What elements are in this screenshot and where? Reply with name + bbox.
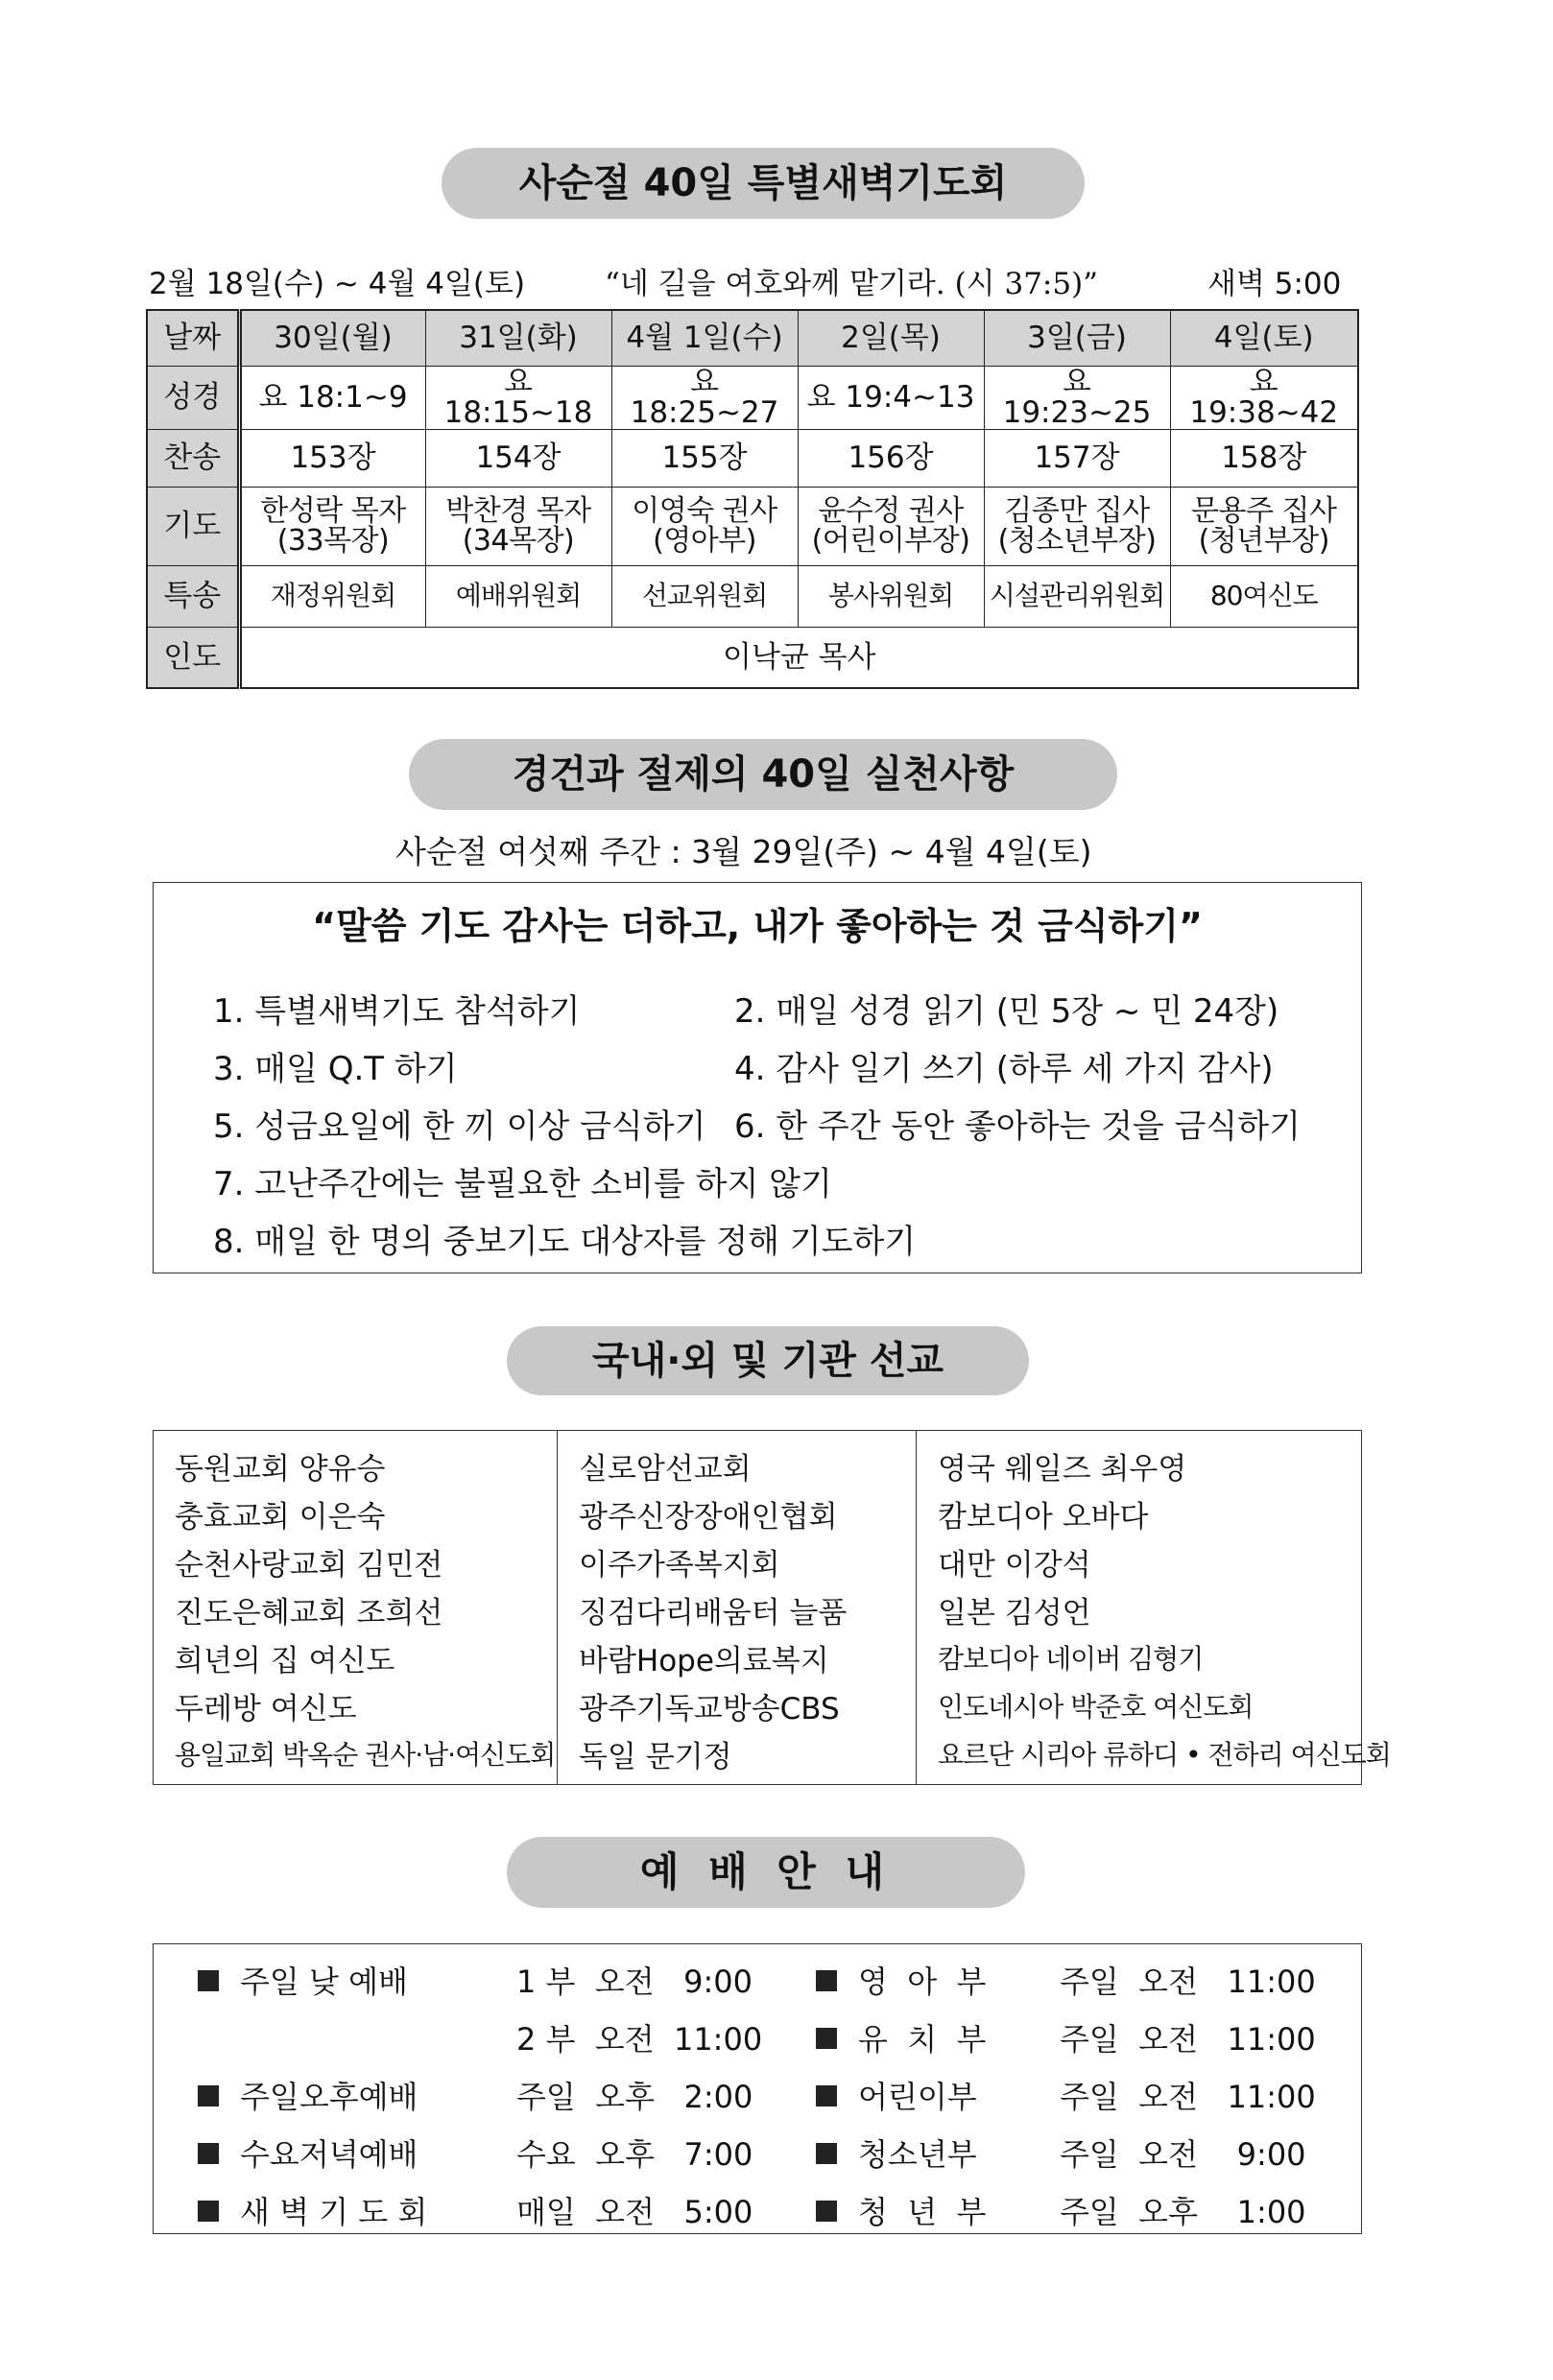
prayer-role: (34목장) <box>462 524 575 559</box>
list-item: 실로암선교회 <box>579 1452 752 1487</box>
department-name: 청소년부 <box>816 2130 977 2175</box>
prayer-cell <box>1170 487 1358 565</box>
list-item: 징검다리배움터 늘품 <box>579 1596 848 1630</box>
row-header-leader: 인도 <box>147 627 239 688</box>
practice-box <box>153 882 1362 1273</box>
list-item: 희년의 집 여신도 <box>175 1644 395 1678</box>
scripture-cell: 요 18:1~9 <box>239 366 425 429</box>
date-cell: 4일(토) <box>1170 310 1358 366</box>
worship-name: 주일 낮 예배 <box>198 1958 408 2002</box>
practice-item: 2. 매일 성경 읽기 (민 5장 ~ 민 24장) <box>734 992 1279 1031</box>
practice-item: 3. 매일 Q.T 하기 <box>213 1050 458 1088</box>
list-item: 캄보디아 오바다 <box>938 1500 1149 1535</box>
scripture-cell: 요 19:23~25 <box>984 366 1170 429</box>
list-item: 인도네시아 박준호 여신도회 <box>938 1691 1254 1723</box>
square-bullet-icon <box>198 2085 219 2106</box>
prayer-cell <box>239 487 425 565</box>
prayer-role: (어린이부장) <box>811 524 970 559</box>
dawn-prayer-verse: “네 길을 여호와께 맡기라. (시 37:5)” <box>605 267 1099 301</box>
practice-item: 4. 감사 일기 쓰기 (하루 세 가지 감사) <box>734 1050 1274 1088</box>
table-row-prayer <box>147 487 1358 565</box>
square-bullet-icon <box>198 2143 219 2164</box>
table-row-special <box>147 565 1358 627</box>
square-bullet-icon <box>816 2143 837 2164</box>
row-header-scripture: 성경 <box>147 366 239 429</box>
practice-week: 사순절 여섯째 주간 : 3월 29일(주) ~ 4월 4일(토) <box>395 833 1092 870</box>
leader-cell: 이낙균 목사 <box>239 627 1358 688</box>
list-item: 이주가족복지회 <box>579 1548 780 1583</box>
date-cell: 2일(목) <box>798 310 984 366</box>
missions-box <box>153 1430 1391 1785</box>
practice-title: 경건과 절제의 40일 실천사항 <box>409 739 1117 810</box>
scripture-cell: 요 19:38~42 <box>1170 366 1358 429</box>
prayer-role: (청소년부장) <box>997 524 1157 559</box>
prayer-name: 문용주 집사 <box>1191 493 1337 528</box>
department-time: 주일 오후 1:00 <box>1060 2194 1306 2230</box>
worship-time: 수요 오후 7:00 <box>516 2136 753 2173</box>
table-row-hymn <box>147 429 1358 487</box>
prayer-name: 김종만 집사 <box>1004 493 1150 528</box>
dawn-prayer-schedule-table <box>146 309 1359 689</box>
table-row-date <box>147 310 1358 366</box>
square-bullet-icon <box>198 1970 219 1991</box>
worship-time: 주일 오후 2:00 <box>516 2079 753 2115</box>
department-name: 어린이부 <box>816 2073 977 2117</box>
prayer-cell <box>425 487 611 565</box>
list-item: 용일교회 박옥순 권사·남·여신도회 <box>175 1739 556 1771</box>
special-cell: 선교위원회 <box>611 565 798 627</box>
special-cell: 예배위원회 <box>425 565 611 627</box>
scripture-cell: 요 19:4~13 <box>798 366 984 429</box>
hymn-cell: 158장 <box>1170 429 1358 487</box>
worship-time: 1 부 오전 9:00 <box>516 1964 753 2000</box>
hymn-cell: 156장 <box>798 429 984 487</box>
list-item: 순천사랑교회 김민전 <box>175 1548 443 1583</box>
scripture-cell: 요 18:15~18 <box>425 366 611 429</box>
prayer-role: (33목장) <box>276 524 390 559</box>
list-item: 대만 이강석 <box>938 1548 1091 1583</box>
prayer-cell <box>798 487 984 565</box>
worship-name: 수요저녁예배 <box>198 2130 418 2175</box>
table-row-leader <box>147 627 1358 688</box>
department-name: 영 아 부 <box>816 1958 986 2002</box>
prayer-name: 윤수정 권사 <box>818 493 964 528</box>
table-row-scripture <box>147 366 1358 429</box>
list-item: 바람Hope의료복지 <box>579 1644 829 1678</box>
department-time: 주일 오전 11:00 <box>1060 2021 1316 2058</box>
missions-title: 국내·외 및 기관 선교 <box>507 1326 1029 1395</box>
list-item: 영국 웨일즈 최우영 <box>938 1452 1187 1487</box>
list-item: 캄보디아 네이버 김형기 <box>938 1643 1204 1675</box>
practice-item: 6. 한 주간 동안 좋아하는 것을 금식하기 <box>734 1107 1301 1146</box>
department-time: 주일 오전 11:00 <box>1060 1964 1316 2000</box>
prayer-cell <box>984 487 1170 565</box>
worship-name: 주일오후예배 <box>198 2073 418 2117</box>
worship-title: 예 배 안 내 <box>507 1837 1025 1908</box>
list-item: 두레방 여신도 <box>175 1692 357 1726</box>
prayer-name: 이영숙 권사 <box>632 493 777 528</box>
prayer-role: (청년부장) <box>1198 524 1329 559</box>
list-item: 충효교회 이은숙 <box>175 1500 386 1535</box>
date-cell: 4월 1일(수) <box>611 310 798 366</box>
list-item: 동원교회 양유승 <box>175 1452 386 1487</box>
prayer-name: 박찬경 목자 <box>445 493 591 528</box>
list-item: 광주기독교방송CBS <box>579 1692 840 1726</box>
prayer-name: 한성락 목자 <box>260 493 406 528</box>
department-time: 주일 오전 11:00 <box>1060 2079 1316 2115</box>
date-cell: 31일(화) <box>425 310 611 366</box>
hymn-cell: 157장 <box>984 429 1170 487</box>
prayer-cell <box>611 487 798 565</box>
worship-time: 매일 오전 5:00 <box>516 2194 753 2230</box>
practice-item: 5. 성금요일에 한 끼 이상 금식하기 <box>213 1107 706 1146</box>
worship-name: 새 벽 기 도 회 <box>198 2188 427 2232</box>
missions-column-institutions <box>557 1431 916 1784</box>
hymn-cell: 154장 <box>425 429 611 487</box>
list-item: 일본 김성언 <box>938 1596 1091 1630</box>
hymn-cell: 153장 <box>239 429 425 487</box>
dawn-prayer-title: 사순절 40일 특별새벽기도회 <box>442 148 1085 219</box>
special-cell: 시설관리위원회 <box>984 565 1170 627</box>
department-name: 유 치 부 <box>816 2015 986 2059</box>
special-cell: 봉사위원회 <box>798 565 984 627</box>
dawn-prayer-period: 2월 18일(수) ~ 4월 4일(토) <box>149 267 526 301</box>
square-bullet-icon <box>816 2085 837 2106</box>
row-header-special: 특송 <box>147 565 239 627</box>
square-bullet-icon <box>816 1970 837 1991</box>
worship-box <box>153 1943 1362 2234</box>
dawn-prayer-time: 새벽 5:00 <box>1207 267 1342 301</box>
prayer-role: (영아부) <box>653 524 756 559</box>
department-name: 청 년 부 <box>816 2188 986 2232</box>
list-item: 요르단 시리아 류하디 • 전하리 여신도회 <box>938 1739 1391 1771</box>
special-cell: 80여신도 <box>1170 565 1358 627</box>
department-time: 주일 오전 9:00 <box>1060 2136 1306 2173</box>
date-cell: 30일(월) <box>239 310 425 366</box>
scripture-cell: 요 18:25~27 <box>611 366 798 429</box>
list-item: 독일 문기정 <box>579 1740 732 1774</box>
missions-column-local <box>154 1431 557 1784</box>
special-cell: 재정위원회 <box>239 565 425 627</box>
row-header-prayer: 기도 <box>147 487 239 565</box>
square-bullet-icon <box>816 2201 837 2222</box>
hymn-cell: 155장 <box>611 429 798 487</box>
square-bullet-icon <box>198 2201 219 2222</box>
date-cell: 3일(금) <box>984 310 1170 366</box>
list-item: 광주신장장애인협회 <box>579 1500 838 1535</box>
practice-item: 8. 매일 한 명의 중보기도 대상자를 정해 기도하기 <box>213 1223 917 1261</box>
practice-item: 1. 특별새벽기도 참석하기 <box>213 992 581 1031</box>
list-item: 진도은혜교회 조희선 <box>175 1596 443 1630</box>
missions-column-overseas <box>916 1431 1391 1784</box>
square-bullet-icon <box>816 2028 837 2049</box>
practice-item: 7. 고난주간에는 불필요한 소비를 하지 않기 <box>213 1165 832 1203</box>
row-header-date: 날짜 <box>147 310 239 366</box>
row-header-hymn: 찬송 <box>147 429 239 487</box>
practice-motto: “말씀 기도 감사는 더하고, 내가 좋아하는 것 금식하기” <box>312 905 1203 947</box>
worship-time: 2 부 오전 11:00 <box>516 2021 763 2058</box>
